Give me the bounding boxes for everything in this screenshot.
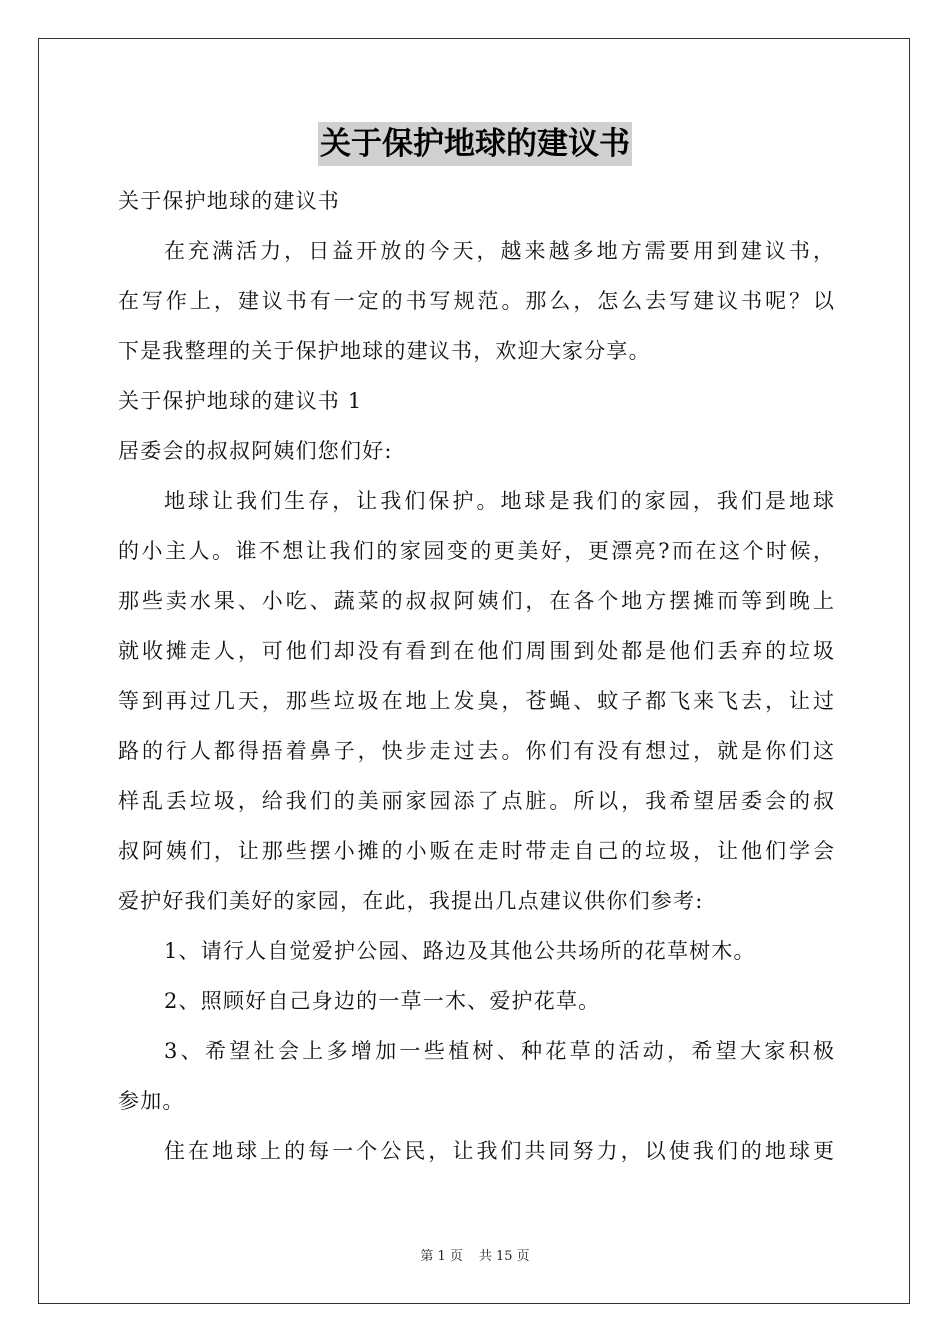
section-heading: 关于保护地球的建议书 1: [118, 389, 363, 413]
paragraph-line: 叔阿姨们，让那些摆小摊的小贩在走时带走自己的垃圾，让他们学会: [118, 839, 834, 863]
title-container: [0, 122, 950, 166]
paragraph-line: 下是我整理的关于保护地球的建议书，欢迎大家分享。: [118, 339, 651, 363]
document-body: [118, 176, 834, 1176]
paragraph-line: 在充满活力，日益开放的今天，越来越多地方需要用到建议书，: [164, 239, 834, 263]
paragraph-line: 路的行人都得捂着鼻子，快步走过去。你们有没有想过，就是你们这: [118, 739, 834, 763]
list-item: 3、希望社会上多增加一些植树、种花草的活动，希望大家积极: [164, 1039, 834, 1063]
page-total: 共 15 页: [478, 1249, 530, 1264]
paragraph-line: 在写作上，建议书有一定的书写规范。那么，怎么去写建议书呢？以: [118, 289, 834, 313]
paragraph-line: 样乱丢垃圾，给我们的美丽家园添了点脏。所以，我希望居委会的叔: [118, 789, 834, 813]
paragraph-line: 爱护好我们美好的家园，在此，我提出几点建议供你们参考:: [118, 889, 704, 913]
paragraph-line: 地球让我们生存，让我们保护。地球是我们的家园，我们是地球: [164, 489, 834, 513]
subtitle-line: 关于保护地球的建议书: [118, 189, 340, 213]
list-item: 1、请行人自觉爱护公园、路边及其他公共场所的花草树木。: [164, 939, 756, 963]
document-title: 关于保护地球的建议书: [318, 122, 632, 166]
paragraph-line: 就收摊走人，可他们却没有看到在他们周围到处都是他们丢弃的垃圾: [118, 639, 834, 663]
paragraph-line: 的小主人。谁不想让我们的家园变的更美好，更漂亮?而在这个时候，: [118, 539, 834, 563]
paragraph-line: 那些卖水果、小吃、蔬菜的叔叔阿姨们，在各个地方摆摊而等到晚上: [118, 589, 834, 613]
list-item: 2、照顾好自己身边的一草一木、爱护花草。: [164, 989, 601, 1013]
paragraph-line: 等到再过几天，那些垃圾在地上发臭，苍蝇、蚊子都飞来飞去，让过: [118, 689, 834, 713]
salutation-line: 居委会的叔叔阿姨们您们好:: [118, 439, 393, 463]
list-item-continuation: 参加。: [118, 1089, 185, 1113]
page-footer: [0, 1248, 950, 1266]
page-number: 第 1 页: [420, 1249, 463, 1264]
paragraph-line: 住在地球上的每一个公民，让我们共同努力，以使我们的地球更: [164, 1139, 834, 1163]
